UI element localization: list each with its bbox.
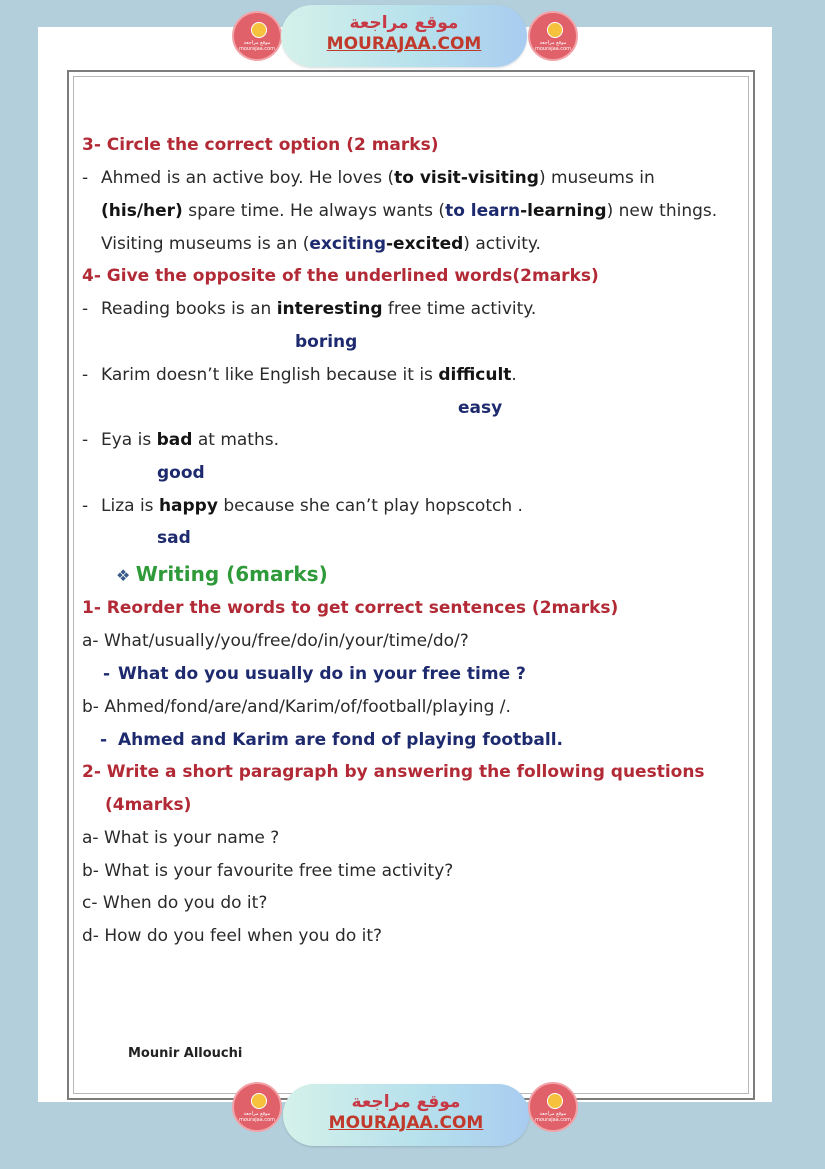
reorder-question-a: a- What/usually/you/free/do/in/your/time/do/?	[82, 631, 469, 651]
logo-text: موقع مراجعة mourajaa.com	[534, 1111, 571, 1123]
text: at maths.	[192, 430, 279, 450]
underlined-word: bad	[156, 430, 193, 450]
reorder-dash-a: -	[103, 664, 111, 684]
opposite-item-4	[82, 496, 88, 516]
paragraph-question-c: c- When do you do it?	[82, 893, 268, 913]
option-pair: (his/her)	[101, 201, 183, 221]
opposite-item-4-text	[101, 496, 523, 516]
site-banner-bottom[interactable]	[283, 1084, 529, 1146]
section4-title: 4- Give the opposite of the underlined words(2marks)	[82, 266, 599, 286]
site-logo-left-top	[232, 11, 282, 61]
section3-title: 3- Circle the correct option (2 marks)	[82, 135, 439, 155]
site-banner-top[interactable]	[281, 5, 527, 67]
logo-text: موقع مراجعة mourajaa.com	[238, 40, 275, 52]
opposite-answer-4: sad	[157, 528, 191, 548]
reorder-dash-b: -	[100, 730, 108, 750]
reorder-answer-a: What do you usually do in your free time ?	[118, 664, 526, 684]
paragraph-question-d: d- How do you feel when you do it?	[82, 926, 383, 946]
reorder-answer-b: Ahmed and Karim are fond of playing football.	[118, 730, 563, 750]
opposite-item-1-text	[101, 299, 536, 319]
option-correct: to visit	[394, 168, 461, 188]
section3-line1-text	[101, 168, 655, 188]
text: free time activity.	[382, 299, 537, 319]
logo-text: موقع مراجعة mourajaa.com	[534, 40, 571, 52]
text: ) new things.	[606, 201, 718, 221]
reorder-title: 1- Reorder the words to get correct sentences (2marks)	[82, 598, 619, 618]
paragraph-title: 2- Write a short paragraph by answering the following questions	[82, 762, 705, 782]
logo-icon	[547, 1093, 563, 1109]
text: Reading books is an	[101, 299, 277, 319]
option-other: -visiting	[460, 168, 539, 188]
text: spare time. He always wants (	[182, 201, 446, 221]
paragraph-marks: (4marks)	[105, 795, 192, 815]
logo-icon	[251, 22, 267, 38]
dash: -	[82, 299, 89, 319]
section3-line2	[101, 201, 717, 221]
writing-heading	[116, 562, 328, 586]
opposite-item-3-text	[101, 430, 279, 450]
option-other: -learning	[520, 201, 607, 221]
text: .	[511, 365, 517, 385]
option-correct: exciting	[309, 234, 386, 254]
text: Eya is	[101, 430, 157, 450]
text: Liza is	[101, 496, 159, 516]
site-logo-right-top	[528, 11, 578, 61]
text: because she can’t play hopscotch .	[217, 496, 523, 516]
dash: -	[82, 430, 89, 450]
dash: -	[82, 365, 89, 385]
text: ) activity.	[463, 234, 541, 254]
reorder-question-b: b- Ahmed/fond/are/and/Karim/of/football/playing /.	[82, 697, 511, 717]
dash: -	[82, 496, 89, 516]
text: Karim doesn’t like English because it is	[101, 365, 439, 385]
text: Ahmed is an active boy. He loves (	[101, 168, 395, 188]
paragraph-question-b: b- What is your favourite free time activity?	[82, 861, 454, 881]
banner-site-link[interactable]: MOURAJAA.COM	[326, 34, 482, 54]
paragraph-question-a: a- What is your name ?	[82, 828, 280, 848]
underlined-word: interesting	[276, 299, 383, 319]
option-other: -excited	[386, 234, 464, 254]
opposite-answer-3: good	[157, 463, 205, 483]
underlined-word: difficult	[438, 365, 512, 385]
writing-title: Writing (6marks)	[135, 562, 328, 586]
logo-icon	[251, 1093, 267, 1109]
opposite-item-1	[82, 299, 88, 319]
site-logo-left-bottom	[232, 1082, 282, 1132]
banner-arabic-title: موقع مراجعة	[351, 1092, 461, 1112]
opposite-item-3	[82, 430, 88, 450]
section3-line3	[101, 234, 541, 254]
option-correct: to learn	[445, 201, 521, 221]
opposite-item-2	[82, 365, 88, 385]
opposite-answer-2: easy	[458, 398, 503, 418]
section3-line1	[82, 168, 88, 188]
author-signature: Mounir Allouchi	[128, 1046, 243, 1061]
text: ) museums in	[538, 168, 655, 188]
banner-arabic-title: موقع مراجعة	[349, 13, 459, 33]
logo-text: موقع مراجعة mourajaa.com	[238, 1111, 275, 1123]
opposite-item-2-text	[101, 365, 517, 385]
opposite-answer-1: boring	[295, 332, 358, 352]
diamond-bullet-icon: ❖	[116, 566, 131, 585]
underlined-word: happy	[158, 496, 218, 516]
text: Visiting museums is an (	[101, 234, 310, 254]
logo-icon	[547, 22, 563, 38]
dash: -	[82, 168, 89, 188]
site-logo-right-bottom	[528, 1082, 578, 1132]
banner-site-link[interactable]: MOURAJAA.COM	[328, 1113, 484, 1133]
